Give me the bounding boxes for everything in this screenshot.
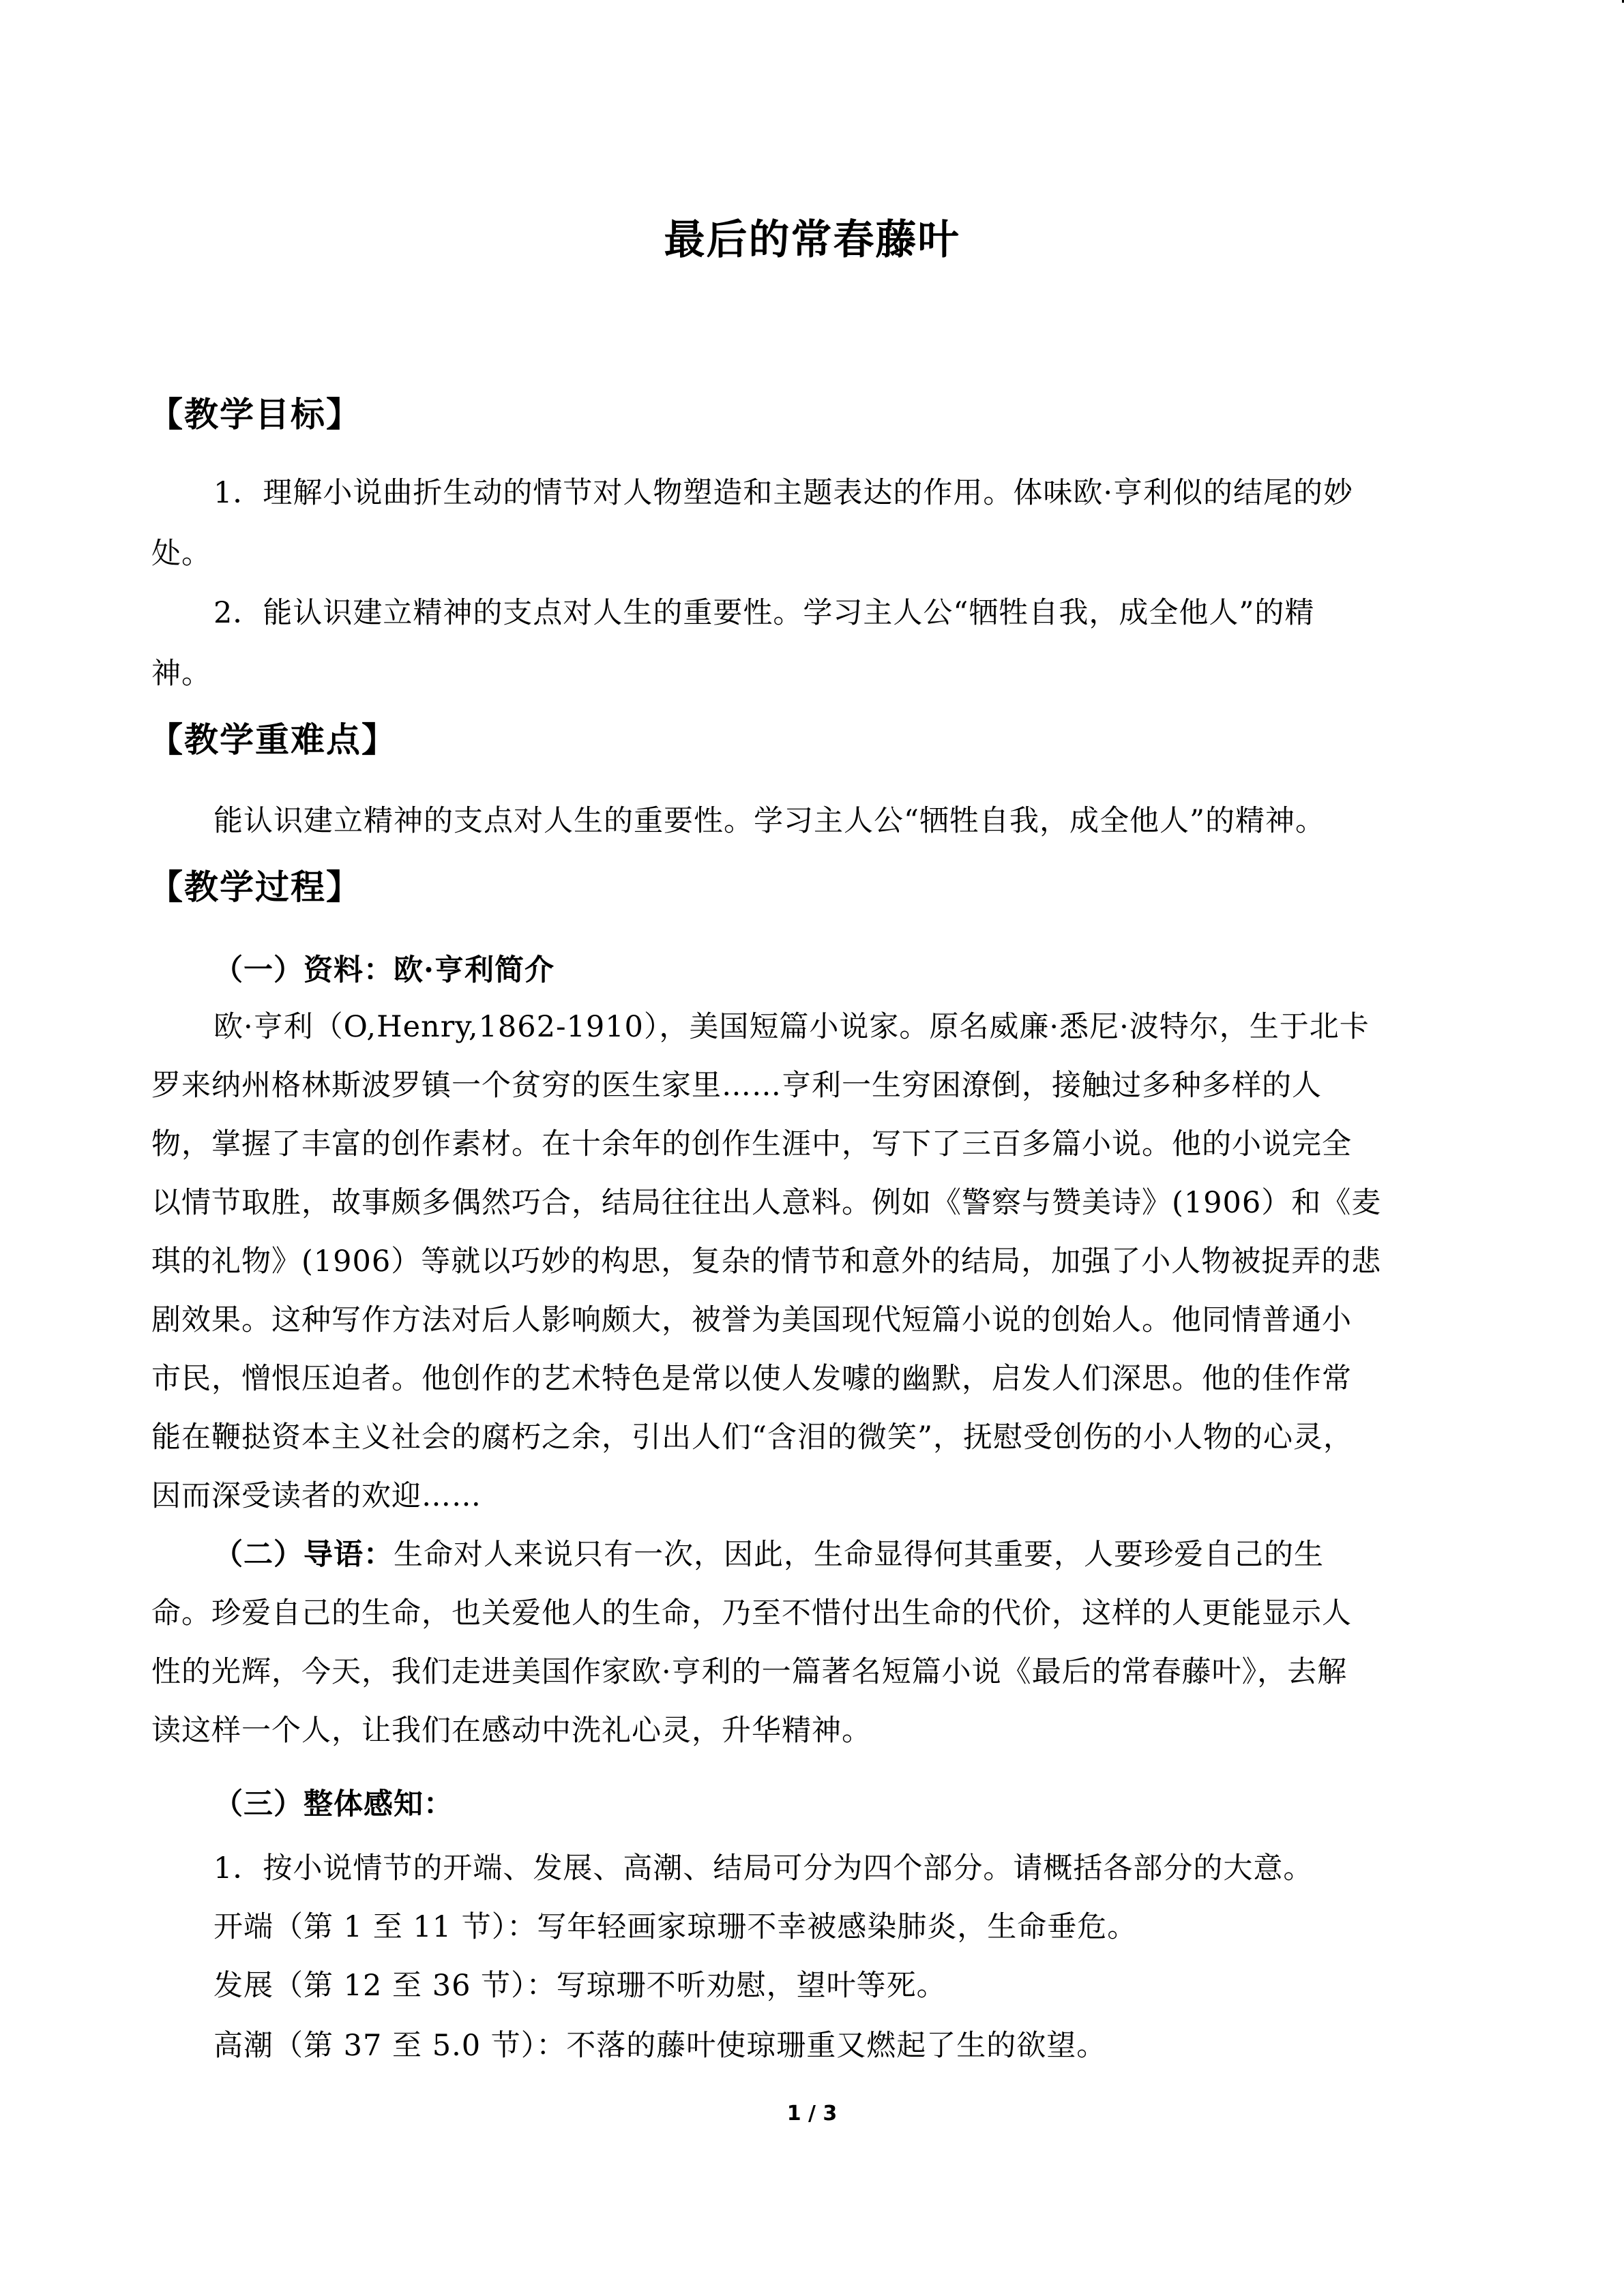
section3-line: 1．按小说情节的开端、发展、高潮、结局可分为四个部分。请概括各部分的大意。 xyxy=(213,1851,1314,1885)
section3-line: 发展（第 12 至 36 节）：写琼珊不听劝慰，望叶等死。 xyxy=(213,1969,947,2003)
section2-line: 命。珍爱自己的生命，也关爱他人的生命，乃至不惜付出生命的代价，这样的人更能显示人 xyxy=(151,1596,1352,1630)
key-points-text: 能认识建立精神的支点对人生的重要性。学习主人公“牺牲自我，成全他人”的精神。 xyxy=(213,804,1325,838)
section1-line: 因而深受读者的欢迎…… xyxy=(151,1479,482,1513)
section2-line: 读这样一个人，让我们在感动中洗礼心灵，升华精神。 xyxy=(151,1714,872,1748)
section3-line: 开端（第 1 至 11 节）：写年轻画家琼珊不幸被感染肺炎，生命垂危。 xyxy=(213,1910,1138,1944)
section2-line: 性的光辉，今天，我们走进美国作家欧·亨利的一篇著名短篇小说《最后的常春藤叶》，去解 xyxy=(151,1655,1348,1689)
heading-process: 【教学过程】 xyxy=(149,867,361,907)
document-title: 最后的常春藤叶 xyxy=(664,216,960,264)
page-number: 1 / 3 xyxy=(786,2102,838,2126)
section1-line: 欧·亨利（O,Henry,1862-1910），美国短篇小说家。原名威廉·悉尼·波特尔，生于北卡 xyxy=(213,1010,1370,1044)
section2-label: （二）导语： xyxy=(213,1538,394,1572)
objective-line: 处。 xyxy=(151,537,211,571)
objective-line: 2．能认识建立精神的支点对人生的重要性。学习主人公“牺牲自我，成全他人”的精 xyxy=(213,596,1315,630)
section1-line: 能在鞭挞资本主义社会的腐朽之余，引出人们“含泪的微笑”，抚慰受创伤的小人物的心灵， xyxy=(151,1420,1353,1455)
objective-line: 神。 xyxy=(151,657,211,691)
section1-line: 以情节取胜，故事颇多偶然巧合，结局往往出人意料。例如《警察与赞美诗》(1906）和《麦 xyxy=(151,1186,1382,1220)
section1-line: 罗来纳州格林斯波罗镇一个贫穷的医生家里……亨利一生穷困潦倒，接触过多种多样的人 xyxy=(151,1069,1322,1103)
heading-key-points: 【教学重难点】 xyxy=(149,719,397,760)
section1-line: 市民，憎恨压迫者。他创作的艺术特色是常以使人发噱的幽默，启发人们深思。他的佳作常 xyxy=(151,1362,1352,1396)
section1-line: 物，掌握了丰富的创作素材。在十余年的创作生涯中，写下了三百多篇小说。他的小说完全 xyxy=(151,1127,1352,1161)
section3-heading: （三）整体感知： xyxy=(213,1787,454,1821)
section1-heading: （一）资料：欧·亨利简介 xyxy=(213,953,555,987)
section1-line: 剧效果。这种写作方法对后人影响颇大，被誉为美国现代短篇小说的创始人。他同情普通小 xyxy=(151,1303,1352,1337)
heading-objectives: 【教学目标】 xyxy=(149,394,361,434)
section3-line: 高潮（第 37 至 5.0 节）：不落的藤叶使琼珊重又燃起了生的欲望。 xyxy=(213,2029,1107,2063)
section2-first-line xyxy=(213,1534,1324,1575)
section2-line: 生命对人来说只有一次，因此，生命显得何其重要，人要珍爱自己的生 xyxy=(394,1538,1324,1572)
section1-line: 琪的礼物》(1906）等就以巧妙的构思，复杂的情节和意外的结局，加强了小人物被捉弄的悲 xyxy=(151,1244,1382,1279)
objective-line: 1．理解小说曲折生动的情节对人物塑造和主题表达的作用。体味欧·亨利似的结尾的妙 xyxy=(213,476,1354,510)
